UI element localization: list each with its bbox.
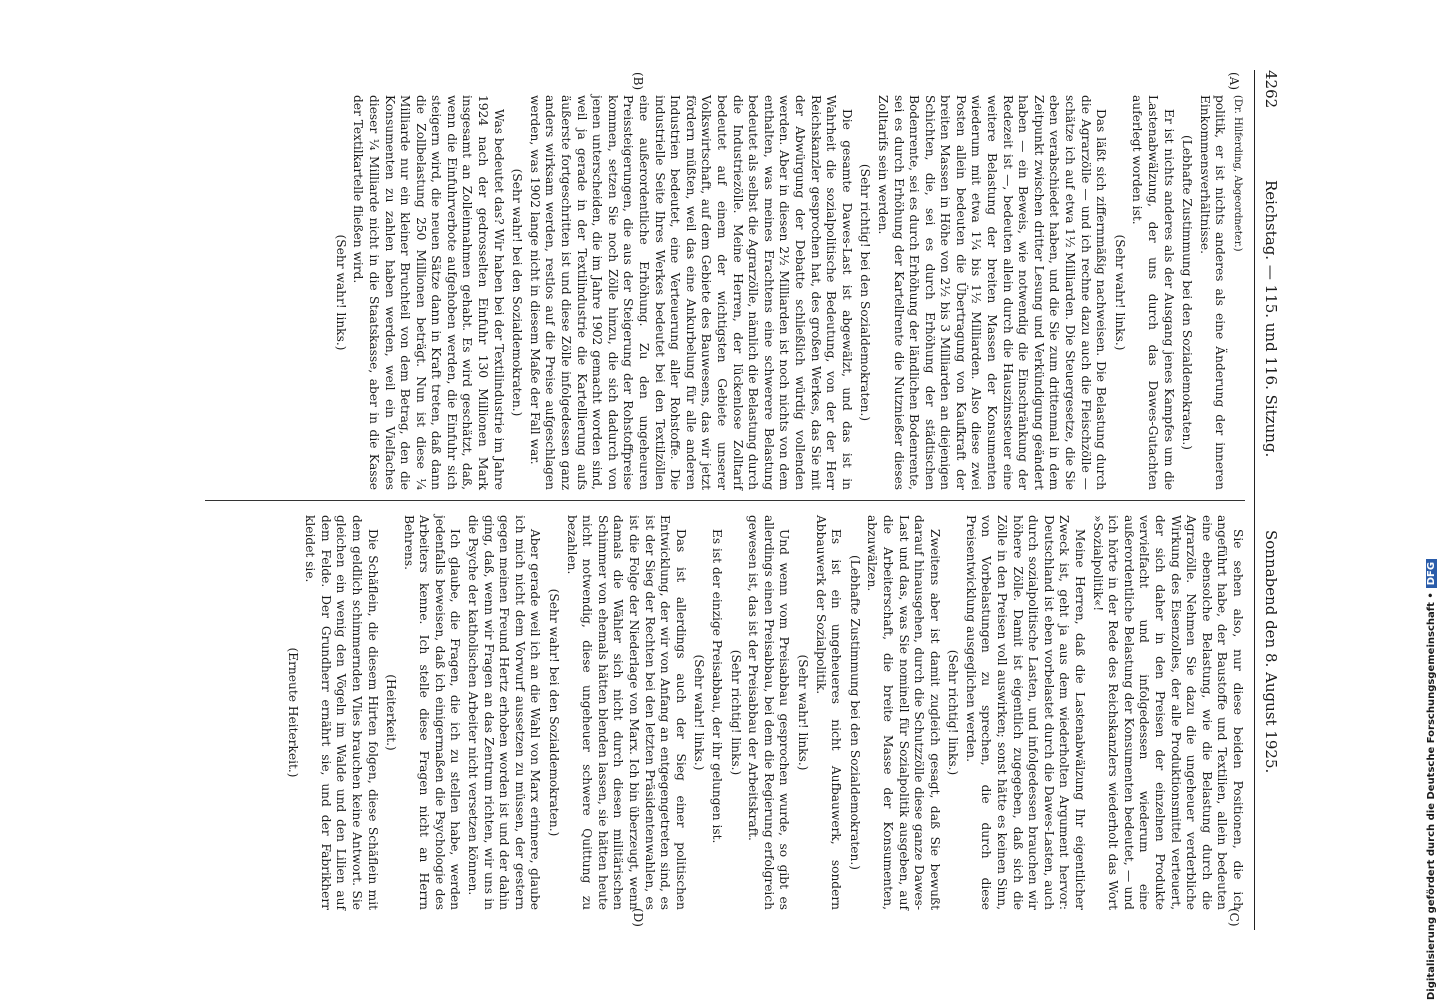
paragraph: politik, er ist nichts anderes als eine Änderung der inneren Einkommensverhältnisse.: [1197, 95, 1228, 490]
right-column: [281, 515, 1245, 910]
column-divider: [205, 500, 1245, 501]
speaker-label: (Dr. Hilferding, Abgeordneter.): [1232, 95, 1243, 252]
paragraph: Und wenn vom Preisabbau gesprochen wurde, so gibt es allerdings einen Preisabbau, bei dem die Regierung erfolgreich gewesen ist, das ist der Preisabbau der Arbeitskraft.: [746, 515, 792, 910]
paragraph: Es ist der einzige Preisabbau, der ihr gelungen ist.: [710, 529, 724, 844]
interjection: (Lebhafte Zustimmung bei den Sozialdemokraten.): [847, 555, 862, 870]
dfg-logo: DFG: [1426, 559, 1437, 588]
paragraph: Das ist allerdings auch der Sieg einer politischen Entwicklung, der wir von Anfang an entgegengetreten sind, es ist der Sieg der Rechten bei den letzten Präsidentenwahlen, es ist die Folge der Niederlage von Marx. Ich bin überzeugt, wenn damals die Wähler sich nicht durch diesen militärischen Schimmer von ehemals hätten blenden lassen, sie hätten heute nicht notwendig, diese ungeheuer schwere Quittung zu bezahlen.: [564, 515, 688, 910]
interjection: (Erneute Heiterkeit.): [285, 647, 300, 778]
document-page: [35, 70, 1285, 930]
paragraph: Sie sehen also, nur diese beiden Positionen, die ich angeführt habe, der Baustoffe und Textilien, allein bedeuten eine ebensolche Belastung, wie die Belastung durch die Agrarzölle. Nehmen Sie dazu die ungeheuer verderbliche Wirkung des Eisenzolles, der alle Produktionsmittel verteuert, der sich daher in den Preisen der einzelnen Produkte vervielfacht und infolgedessen wiederum eine außerordentliche Belastung der Konsumenten bedeutet, — und ich hörte in der Rede des Reichskanzlers wiederholt das Wort »Sozialpolitik«!: [1090, 515, 1245, 910]
paragraph: Die Schäflein, die diesem Hirten folgen, diese Schäflein mit dem geldlich schimmernden Vlies brauchen keine Antwort. Sie gleichen ein wenig den Vögeln im Walde und den Lilien auf dem Felde. Der Grundherr ernährt sie, und der Fabrikherr kleidet sie.: [303, 515, 380, 910]
interjection: (Sehr wahr! links.): [795, 654, 810, 771]
interjection: (Sehr richtig! links.): [946, 649, 961, 776]
paragraph: Ich glaube, die Fragen, die ich zu stellen habe, werden jedenfalls beweisen, daß ich einigermaßen die Psychologie des Arbeiters kenne. Ich stelle diese Fragen nicht an Herrn Behrens.: [401, 515, 463, 910]
margin-marker-c: (C): [1227, 908, 1241, 927]
header-right-title: Sonnabend den 8. August 1925.: [1262, 530, 1280, 774]
paragraph: Was bedeutet das? Wir haben bei der Textilindustrie im Jahre 1924 nach der gedrosselten Einfuhr 130 Millionen Mark insgesamt an Zolleinnahmen gehabt. Es wird geschätzt, daß, wenn die Einfuhrverbote aufgehoben werden, die Einfuhr sich steigern wird, die neuen Sätze dann in Kraft treten, daß dann die Zollbelastung 250 Millionen beträgt. Nun ist diese ¼ Milliarde nur ein kleiner Bruchteil von dem Betrag, den die Konsumenten zu zahlen haben werden, weil ein Vielfaches dieser ¼ Milliarde nicht in die Staatskasse, aber in die Kasse der Textilkartelle fließen wird.: [351, 95, 506, 490]
interjection: (Sehr wahr! links.): [333, 234, 348, 351]
interjection: (Sehr wahr! links.): [692, 654, 707, 771]
page-number: 4262: [1262, 70, 1280, 109]
paragraph: Es ist ein ungeheueres nicht Aufbauwerk, sondern Abbauwerk der Sozialpolitik.: [813, 515, 844, 910]
interjection: (Sehr wahr! bei den Sozialdemokraten.): [510, 168, 525, 417]
interjection: (Sehr wahr! bei den Sozialdemokraten.): [547, 588, 562, 837]
margin-marker-a: (A): [1227, 72, 1241, 91]
interjection: (Sehr richtig! bei den Sozialdemokraten.): [858, 163, 873, 422]
paragraph: Zweitens aber ist damit zugleich gesagt, daß Sie bewußt darauf hinausgehen, durch die Schutzzölle diese ganze Dawes-Last und das, was Sie nominell für Sozialpolitik ausgeben, auf die Arbeiterschaft, die breite Masse der Konsumenten, abzuwälzen.: [865, 515, 942, 910]
interjection: (Heiterkeit.): [384, 674, 399, 751]
digitization-note: [1414, 10, 1437, 1000]
header-left-title: Reichstag. — 115. und 116. Sitzung.: [1262, 180, 1280, 458]
margin-marker-b: (B): [631, 72, 645, 91]
margin-marker-d: (D): [631, 908, 645, 927]
left-column: [329, 95, 1245, 490]
paragraph: Meine Herren, daß die Lastenabwälzung Ihr eigentlicher Zweck ist, geht ja aus dem wiederholten Argument hervor: Deutschland ist eben vorbelastet durch die Dawes-Lasten, auch durch sozialpolitische Lasten, und infolgedessen brauchen wir höhere Zölle. Damit ist eigentlich zugegeben, daß sich die Zölle in den Preisen voll auswirken; sonst hätte es keinen Sinn, von Vorbelastungen zu sprechen, die durch diese Preisentwicklung ausgeglichen werden.: [963, 515, 1088, 910]
interjection: (Sehr richtig! links.): [728, 649, 743, 776]
paragraph: Aber gerade weil ich an die Wahl von Marx erinnere, glaube ich mich nicht dem Vorwurf aussetzen zu müssen, der gestern gegen meinen Freund Hertz erhoben worden ist und der dahin ging, daß, wenn wir Fragen an das Zentrum richten, wir uns in die Psyche der katholischen Arbeiter nicht versetzen können.: [466, 515, 543, 910]
paragraph: Das läßt sich ziffernmäßig nachweisen. Die Belastung durch die Agrarzölle — und ich rechne dazu auch die Fleischzölle — schätze ich auf etwa 1½ Milliarden. Die Steuergesetze, die Sie eben verabschiedet haben, und die Sie zum drittenmal in dem Zeitpunkt zwischen dritter Lesung und Verkündigung geändert haben — ein Beweis, wie notwendig die Einschränkung der Redezeit ist —, bedeuten allein durch die Hauszinssteuer eine weitere Belastung der breiten Massen der Konsumenten wiederum mit etwa 1¼ bis 1½ Milliarden. Also diese zwei Posten allein bedeuten die Übertragung von Kaufkraft der breiten Massen in Höhe von 2½ bis 3 Milliarden an diejenigen Schichten, die, sei es durch Erhöhung der städtischen Bodenrente, sei es durch Erhöhung der ländlichen Bodenrente, sei es durch Erhöhung der Kartellrente die Nutznießer dieses Zolltarifs sein werden.: [875, 95, 1109, 490]
page-header: [1254, 70, 1285, 930]
interjection: (Lebhafte Zustimmung bei den Sozialdemokraten.): [1180, 135, 1195, 450]
paragraph: Er ist nichts anderes als der Ausgang jenes Kampfes um die Lastenabwälzung, der uns durch das Dawes-Gutachten auferlegt worden ist.: [1130, 95, 1176, 490]
paragraph: Die gesamte Dawes-Last ist abgewälzt, und das ist in Wahrheit die sozialpolitische Bedeutung, von der der Herr Reichskanzler gesprochen hat, des großen Werkes, das Sie mit der Abwürgung der Debatte schließlich würdig vollenden werden. Aber in diesen 2½ Milliarden ist noch nichts von dem enthalten, was meines Erachtens eine schwerere Belastung bedeutet als selbst die Agrarzölle, nämlich die Belastung durch die Industriezölle. Meine Herren, der lückenlose Zolltarif bedeutet auf einem der wichtigsten Gebiete unserer Volkswirtschaft, auf dem Gebiete des Bauwesens, das wir jetzt fördern müßten, weil das eine Ankurbelung für alle anderen Industrien bedeutet, eine Verteuerung aller Rohstoffe. Die industrielle Seite Ihres Werkes bedeutet bei den Textilzöllen eine außerordentliche Erhöhung. Zu den ungeheuren Preissteigerungen, die aus der Steigerung der Rohstoffpreise kommen, setzen Sie noch Zölle hinzu, die sich dadurch von jenen unterscheiden, die im Jahre 1902 gemacht worden sind, weil ja gerade in der Textilindustrie die Kartellierung aufs äußerste fortgeschritten ist und diese Zölle infolgedessen ganz anders wirksam werden, restlos auf die Preise aufgeschlagen werden, was 1902 lange nicht in diesem Maße der Fall war.: [527, 95, 854, 490]
digitization-note-text: Digitalisierung gefördert durch die Deutsche Forschungsgemeinschaft •DFG: [1426, 10, 1437, 1000]
interjection: (Sehr wahr! links.): [1112, 234, 1127, 351]
